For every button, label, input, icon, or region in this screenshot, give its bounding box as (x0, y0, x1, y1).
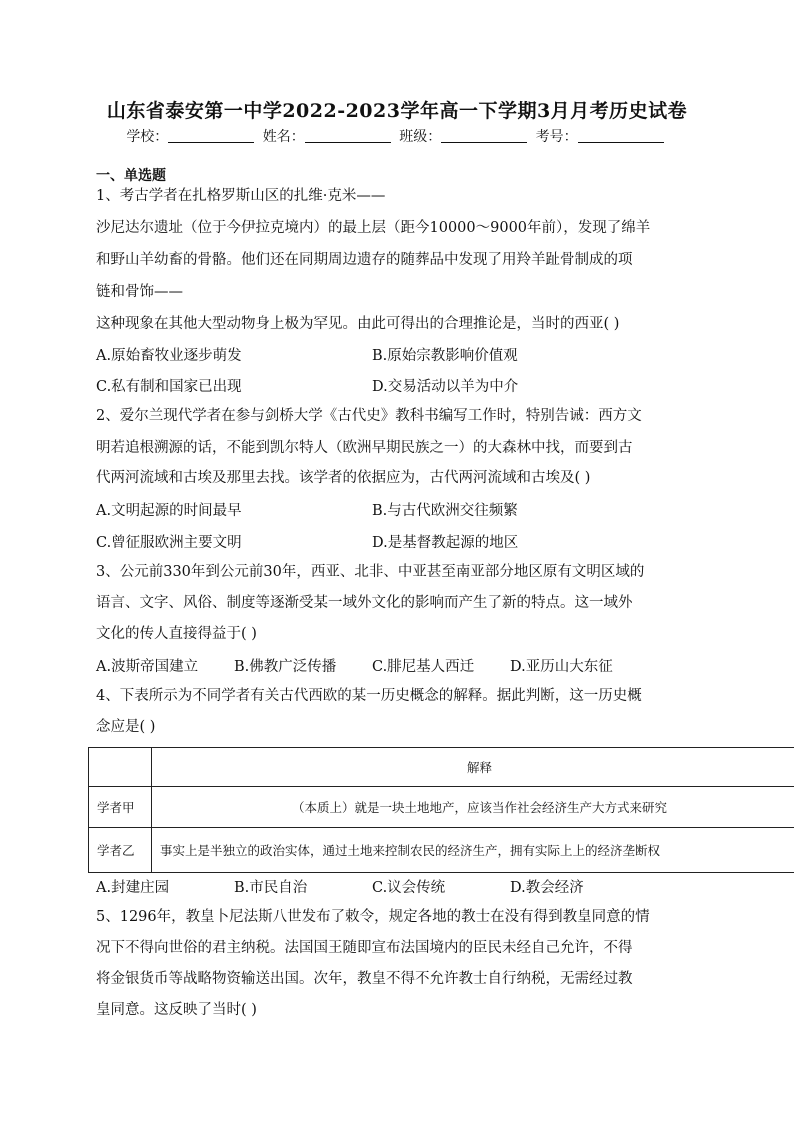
option-d[interactable]: D.教会经济 (510, 880, 584, 896)
question-line: 念应是( ) (96, 719, 156, 735)
option-d[interactable]: D.交易活动以羊为中介 (372, 379, 519, 395)
scholar-cell: 学者乙 (89, 828, 152, 873)
question-line: 1、考古学者在扎格罗斯山区的扎维·克米—— (96, 188, 386, 204)
question-line: 和野山羊幼畜的骨骼。他们还在同期周边遗存的随葬品中发现了用羚羊趾骨制成的项 (96, 252, 633, 268)
school-blank[interactable] (168, 128, 254, 143)
option-c[interactable]: C.曾征服欧洲主要文明 (96, 535, 242, 551)
section-heading: 一、单选题 (96, 168, 166, 184)
option-d[interactable]: D.是基督教起源的地区 (372, 535, 519, 551)
question-line: 文化的传人直接得益于( ) (96, 626, 257, 642)
table-header-cell: 解释 (152, 748, 794, 787)
option-a[interactable]: A.原始畜牧业逐步萌发 (96, 348, 242, 364)
option-b[interactable]: B.市民自治 (234, 880, 308, 896)
school-label: 学校： (126, 129, 169, 145)
option-d[interactable]: D.亚历山大东征 (510, 659, 613, 675)
definition-table (88, 747, 794, 873)
option-c[interactable]: C.私有制和国家已出现 (96, 379, 242, 395)
option-a[interactable]: A.波斯帝国建立 (96, 659, 199, 675)
name-blank[interactable] (305, 128, 391, 143)
table-row (89, 828, 794, 873)
exam-title: 山东省泰安第一中学2022-2023学年高一下学期3月月考历史试卷 (106, 100, 688, 122)
question-line: 将金银货币等战略物资输送出国。次年，教皇不得不允许教士自行纳税，无需经过教 (96, 971, 633, 987)
table-corner-cell (89, 748, 152, 787)
question-line: 链和骨饰—— (96, 284, 183, 300)
question-line: 5、1296年，教皇卜尼法斯八世发布了敕令，规定各地的教士在没有得到教皇同意的情 (96, 909, 650, 925)
class-blank[interactable] (441, 128, 527, 143)
number-blank[interactable] (578, 128, 664, 143)
question-line: 这种现象在其他大型动物身上极为罕见。由此可得出的合理推论是，当时的西亚( ) (96, 316, 620, 332)
question-line: 4、下表所示为不同学者有关古代西欧的某一历史概念的解释。据此判断，这一历史概 (96, 688, 642, 704)
question-line: 3、公元前330年到公元前30年，西亚、北非、中亚甚至南亚部分地区原有文明区域的 (96, 564, 645, 580)
question-line: 代两河流域和古埃及那里去找。该学者的依据应为，古代两河流域和古埃及( ) (96, 470, 591, 486)
question-line: 语言、文字、风俗、制度等逐渐受某一域外文化的影响而产生了新的特点。这一域外 (96, 595, 633, 611)
student-info-line (0, 126, 794, 146)
question-line: 况下不得向世俗的君主纳税。法国国王随即宣布法国境内的臣民未经自己允许，不得 (96, 940, 633, 956)
class-label: 班级： (399, 129, 442, 145)
name-label: 姓名： (262, 129, 305, 145)
question-line: 沙尼达尔遗址（位于今伊拉克境内）的最上层（距今10000～9000年前），发现了绵羊 (96, 220, 651, 236)
option-a[interactable]: A.封建庄园 (96, 880, 170, 896)
option-b[interactable]: B.佛教广泛传播 (234, 659, 337, 675)
table-row (89, 787, 794, 828)
explanation-cell: 事实上是半独立的政治实体，通过土地来控制农民的经济生产，拥有实际上上的经济垄断权 (152, 828, 794, 873)
option-c[interactable]: C.议会传统 (372, 880, 446, 896)
option-b[interactable]: B.与古代欧洲交往频繁 (372, 503, 518, 519)
scholar-cell: 学者甲 (89, 787, 152, 828)
number-label: 考号： (535, 129, 578, 145)
explanation-cell: （本质上）就是一块土地地产，应该当作社会经济生产大方式来研究 (152, 787, 794, 828)
option-a[interactable]: A.文明起源的时间最早 (96, 503, 242, 519)
question-line: 2、爱尔兰现代学者在参与剑桥大学《古代史》教科书编写工作时，特别告诫：西方文 (96, 408, 642, 424)
option-c[interactable]: C.腓尼基人西迁 (372, 659, 475, 675)
question-line: 皇同意。这反映了当时( ) (96, 1002, 257, 1018)
option-b[interactable]: B.原始宗教影响价值观 (372, 348, 518, 364)
question-line: 明若追根溯源的话，不能到凯尔特人（欧洲早期民族之一）的大森林中找，而要到古 (96, 440, 633, 456)
table-header-row (89, 748, 794, 787)
